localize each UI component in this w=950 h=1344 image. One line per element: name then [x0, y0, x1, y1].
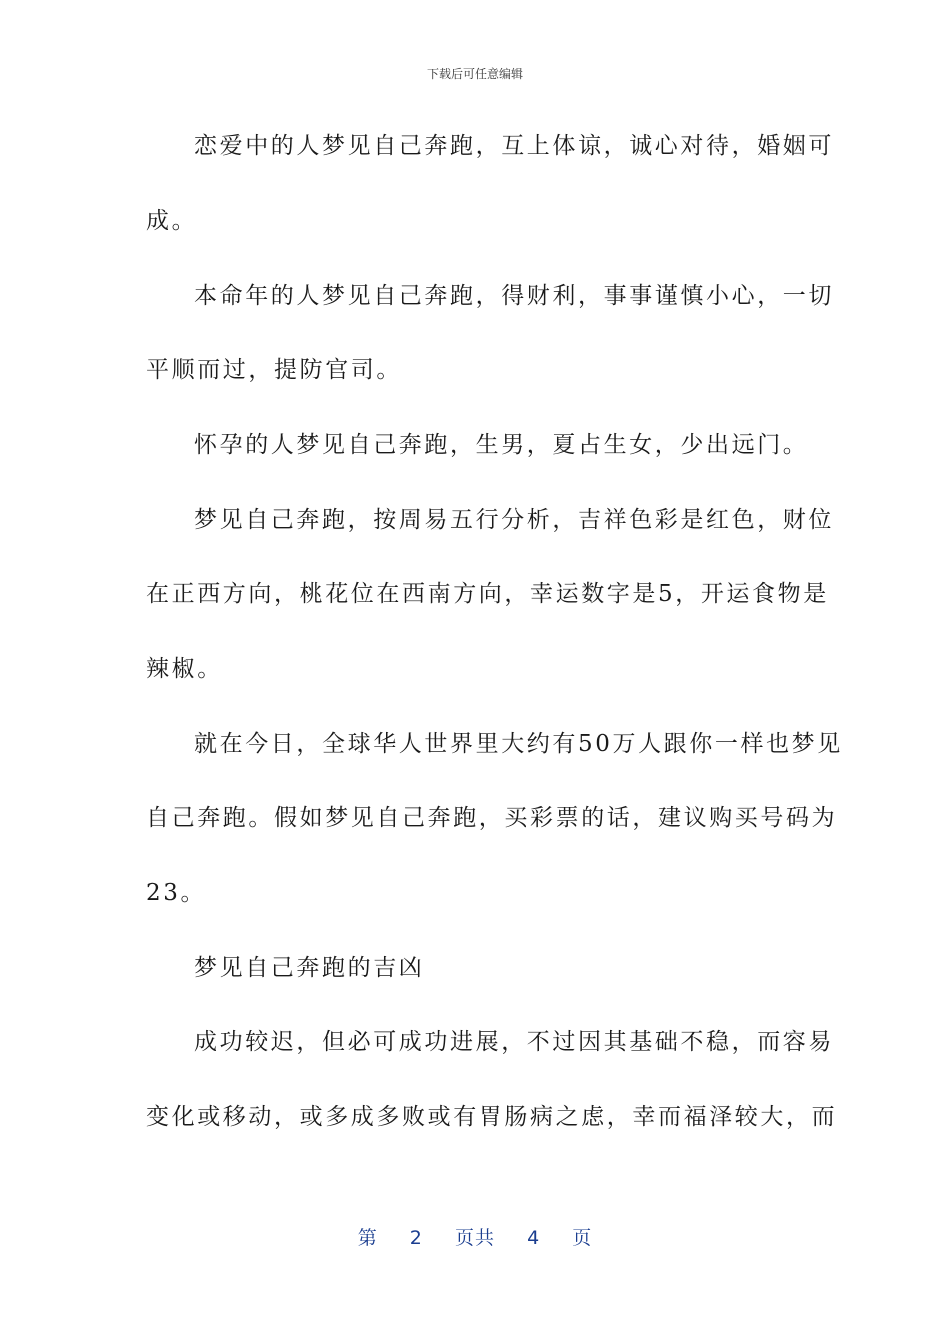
paragraph-line: 本命年的人梦见自己奔跑，得财利，事事谨慎小心，一切: [194, 283, 834, 309]
paragraph-line: 变化或移动，或多成多败或有胃肠病之虑，幸而福泽较大，而: [146, 1104, 838, 1130]
current-page-number: 2: [409, 1227, 423, 1249]
paragraph-line: 在正西方向，桃花位在西南方向，幸运数字是5，开运食物是: [146, 581, 829, 607]
paragraph-line: 就在今日，全球华人世界里大约有50万人跟你一样也梦见: [194, 731, 843, 757]
paragraph-line: 怀孕的人梦见自己奔跑，生男，夏占生女，少出远门。: [194, 432, 809, 458]
page-footer: [0, 1224, 950, 1252]
paragraph-line: 恋爱中的人梦见自己奔跑，互上体谅，诚心对待，婚姻可: [194, 133, 834, 159]
paragraph-line: 成。: [146, 208, 198, 234]
paragraph-line: 23。: [146, 880, 207, 906]
footer-suffix: 页: [572, 1227, 593, 1249]
page-header: 下载后可任意编辑: [426, 67, 523, 81]
paragraph-line: 平顺而过，提防官司。: [146, 357, 402, 383]
footer-middle: 页共: [454, 1227, 495, 1249]
paragraph-line: 自己奔跑。假如梦见自己奔跑，买彩票的话，建议购买号码为: [146, 805, 838, 831]
footer-prefix: 第: [357, 1227, 378, 1249]
total-pages-number: 4: [527, 1227, 541, 1249]
paragraph-line: 辣椒。: [146, 656, 223, 682]
paragraph-line: 成功较迟，但必可成功进展，不过因其基础不稳，而容易: [194, 1029, 834, 1055]
section-heading: 梦见自己奔跑的吉凶: [194, 955, 425, 981]
paragraph-line: 梦见自己奔跑，按周易五行分析，吉祥色彩是红色，财位: [194, 507, 834, 533]
